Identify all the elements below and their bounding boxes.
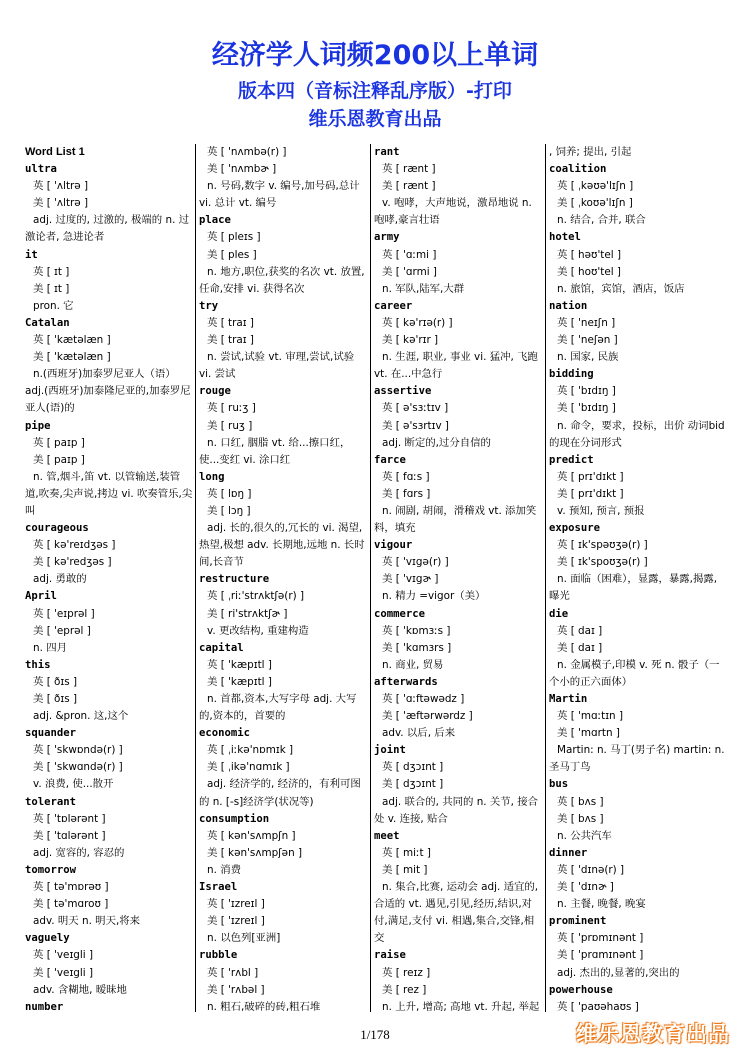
pronunciation: 美 [ bʌs ] xyxy=(557,812,604,825)
definition: n. 上升, 增高; 高地 vt. 升起, 举起 xyxy=(382,1000,540,1013)
column-divider xyxy=(545,144,546,1012)
pronunciation: 英 [ 'eɪprəl ] xyxy=(33,607,95,620)
pronunciation: 英 [ 'nʌmbə(r) ] xyxy=(207,146,287,158)
pronunciation: 美 [ prɪ'dɪkt ] xyxy=(557,487,624,500)
definition: n. 面临（困难），显露，暴露,揭露,曝光 xyxy=(549,573,718,603)
headword: afterwards xyxy=(374,675,438,688)
pronunciation: 英 [ 'veɪgli ] xyxy=(33,949,94,962)
definition: n. 命令，要求，投标，出价 动词bid的现在分词形式 xyxy=(549,419,725,449)
pronunciation: 英 [ 'skwɒndə(r) ] xyxy=(33,744,123,757)
headword: long xyxy=(199,470,225,483)
headword: economic xyxy=(199,727,251,740)
headword: meet xyxy=(374,829,400,842)
pronunciation: 美 [ ˌkoʊə'lɪʃn ] xyxy=(557,197,633,210)
definition: pron. 它 xyxy=(33,299,74,312)
pronunciation: 英 [ miːt ] xyxy=(382,846,431,859)
column-divider xyxy=(195,144,196,1012)
definition: v. 更改结构, 重建构造 xyxy=(207,624,309,637)
definition: n. 消费 xyxy=(207,863,241,876)
headword: dinner xyxy=(549,846,588,859)
pronunciation: 英 [ traɪ ] xyxy=(207,316,254,329)
pronunciation: 英 [ 'kætəlæn ] xyxy=(33,334,111,347)
pronunciation: 美 [ ruʒ ] xyxy=(207,419,253,432)
document-title: 经济学人词频200以上单词 xyxy=(211,40,539,71)
definition: n. 集合,比赛, 运动会 adj. 适宜的,合适的 vt. 遇见,引见,经历,结识,对付,满足,支付 vi. 相遇,集合,交锋,相交 xyxy=(374,881,539,945)
pronunciation: 美 [ 'nʌmbɚ ] xyxy=(207,163,277,176)
definition: v. 预知, 预言, 预报 xyxy=(557,504,645,517)
publisher-line: 维乐恩教育出品 xyxy=(308,108,442,130)
word-column-2 xyxy=(199,144,367,1014)
pronunciation: 美 [ rænt ] xyxy=(382,180,436,193)
pronunciation: 英 [ kə'rɪə(r) ] xyxy=(382,316,453,329)
word-column-3 xyxy=(374,144,544,1014)
pronunciation: 美 [ ə'sɜrtɪv ] xyxy=(382,419,449,432)
pronunciation: 美 [ daɪ ] xyxy=(557,641,603,654)
headword: powerhouse xyxy=(549,983,613,996)
definition: adj. 杰出的,显著的,突出的 xyxy=(557,966,680,979)
definition: adj. 长的,很久的,冗长的 vi. 渴望,热望,极想 adv. 长期地,远地 n. 长时间,长音节 xyxy=(199,522,365,569)
pronunciation: 美 [ kə'redʒəs ] xyxy=(33,556,112,569)
pronunciation: 英 [ 'kɒmɜːs ] xyxy=(382,624,451,637)
definition: n. 旅馆，宾馆，酒店，饭店 xyxy=(557,282,685,295)
pronunciation: 英 [ ɪk'spəʊʒə(r) ] xyxy=(557,539,648,552)
pronunciation: 美 [ ðɪs ] xyxy=(33,693,78,705)
pronunciation: 英 [ 'rʌbl ] xyxy=(207,966,259,979)
headword: exposure xyxy=(549,522,601,535)
headword: army xyxy=(374,231,400,244)
headword: nation xyxy=(549,299,588,312)
pronunciation: 美 [ ri'strʌktʃɚ ] xyxy=(207,607,288,620)
headword: squander xyxy=(25,727,77,740)
definition: adv. 明天 n. 明天,将来 xyxy=(33,915,141,928)
definition: n. 公共汽车 xyxy=(557,829,612,842)
pronunciation: 美 [ kə'rɪr ] xyxy=(382,334,439,347)
headword: hotel xyxy=(549,231,581,244)
headword: career xyxy=(374,299,413,312)
definition: n. 地方,职位,获奖的名次 vt. 放置,任命,安排 vi. 获得名次 xyxy=(199,265,365,295)
definition: n. 四月 xyxy=(33,641,67,654)
definition: adv. 含糊地, 暧昧地 xyxy=(33,983,127,996)
pronunciation: 英 [ tə'mɒrəʊ ] xyxy=(33,881,109,894)
pronunciation: 美 [ 'neʃən ] xyxy=(557,334,618,347)
pronunciation: 美 [ tə'mɑroʊ ] xyxy=(33,898,109,911)
pronunciation: 美 [ 'prɑmɪnənt ] xyxy=(557,949,644,962)
pronunciation: 英 [ 'dɪnə(r) ] xyxy=(557,863,625,876)
headword: April xyxy=(25,590,57,603)
headword: try xyxy=(199,299,219,312)
pronunciation: 英 [ pleɪs ] xyxy=(207,231,261,244)
definition: Martin: n. 马丁(男子名) martin: n. 圣马丁鸟 xyxy=(549,744,725,774)
pronunciation: 英 [ dʒɔɪnt ] xyxy=(382,761,444,774)
definition: n. 军队,陆军,大群 xyxy=(382,282,465,295)
word-list-heading: Word List 1 xyxy=(25,146,85,158)
pronunciation: 美 [ lɔŋ ] xyxy=(207,504,251,517)
definition: v. 浪费, 使...散开 xyxy=(33,778,114,791)
headword: bus xyxy=(549,778,569,791)
definition: n. 以色列[亚洲] xyxy=(207,932,281,945)
headword: prominent xyxy=(549,915,607,928)
pronunciation: 美 [ 'dɪnɚ ] xyxy=(557,881,614,894)
headword: commerce xyxy=(374,607,426,620)
definition: n. 口红, 胭脂 vt. 给...擦口红，使...变红 vi. 涂口红 xyxy=(199,436,351,466)
pronunciation: 英 [ ə'sɜːtɪv ] xyxy=(382,402,449,415)
headword: tomorrow xyxy=(25,863,77,876)
headword: assertive xyxy=(374,385,432,398)
pronunciation: 美 [ 'æftərwərdz ] xyxy=(382,710,473,723)
definition: n. 国家, 民族 xyxy=(557,351,619,364)
headword: vigour xyxy=(374,539,413,552)
pronunciation: 英 [ 'neɪʃn ] xyxy=(557,316,616,329)
pronunciation: 英 [ 'ɑːmi ] xyxy=(382,248,437,261)
pronunciation: 美 [ 'bɪdɪŋ ] xyxy=(557,402,616,415)
publisher-watermark: 维乐恩教育出品 xyxy=(576,1022,730,1046)
definition: n. 主餐, 晚餐, 晚宴 xyxy=(557,898,646,911)
headword: restructure xyxy=(199,573,270,586)
headword: consumption xyxy=(199,812,270,825)
pronunciation: 英 [ kən'sʌmpʃn ] xyxy=(207,829,296,842)
definition: n. 尝试,试验 vt. 审理,尝试,试验 vi. 尝试 xyxy=(199,351,355,381)
pronunciation: 英 [ 'vɪgə(r) ] xyxy=(382,556,449,569)
pronunciation: 英 [ 'ʌltrə ] xyxy=(33,180,89,193)
pronunciation: 美 [ 'ɪzreɪl ] xyxy=(207,915,265,928)
headword: Israel xyxy=(199,881,238,894)
definition: n. 精力 =vigor（美） xyxy=(382,590,486,603)
definition: adj. 断定的,过分自信的 xyxy=(382,436,491,449)
pronunciation: 美 [ fɑrs ] xyxy=(382,487,431,500)
headword: die xyxy=(549,607,569,620)
pronunciation: 英 [ 'paʊəhaʊs ] xyxy=(557,1000,639,1013)
pronunciation: 美 [ kən'sʌmpʃən ] xyxy=(207,846,303,859)
pronunciation: 英 [ kə'reɪdʒəs ] xyxy=(33,539,116,552)
definition: adj. 过度的, 过激的, 极端的 n. 过激论者, 急进论者 xyxy=(25,214,190,244)
pronunciation: 英 [ rænt ] xyxy=(382,163,436,176)
headword: place xyxy=(199,214,231,227)
definition: adj. 联合的, 共同的 n. 关节, 接合处 v. 连接, 贴合 xyxy=(374,795,539,825)
pronunciation: 美 [ 'skwɑndə(r) ] xyxy=(33,761,123,774)
pronunciation: 英 [ həʊ'tel ] xyxy=(557,248,622,261)
headword: ultra xyxy=(25,163,57,176)
pronunciation: 美 [ ɪk'spoʊʒə(r) ] xyxy=(557,556,648,569)
pronunciation: 美 [ 'eprəl ] xyxy=(33,624,91,637)
headword: joint xyxy=(374,744,406,757)
definition: adj. &pron. 这,这个 xyxy=(33,710,129,723)
pronunciation: 英 [ ɪt ] xyxy=(33,265,70,278)
headword: coalition xyxy=(549,163,607,176)
pronunciation: 美 [ hoʊ'tel ] xyxy=(557,265,621,278)
pronunciation: 美 [ 'ʌltrə ] xyxy=(33,197,89,210)
page-number: 1/178 xyxy=(360,1027,390,1042)
headword: pipe xyxy=(25,419,51,432)
definition: n. 号码,数字 v. 编号,加号码,总计 vi. 总计 vt. 编号 xyxy=(199,180,360,210)
pronunciation: 美 [ 'rʌbəl ] xyxy=(207,983,265,996)
headword: number xyxy=(25,1000,64,1013)
pronunciation: 美 [ 'vɪgɚ ] xyxy=(382,573,439,586)
headword: farce xyxy=(374,453,406,466)
pronunciation: 美 [ 'mɑrtn ] xyxy=(557,727,620,740)
pronunciation: 美 [ 'kætəlæn ] xyxy=(33,351,111,364)
pronunciation: 美 [ paɪp ] xyxy=(33,453,85,466)
column-divider xyxy=(370,144,371,1012)
headword: rubble xyxy=(199,949,238,962)
definition: n. 首都,资本,大写字母 adj. 大写的,资本的，首要的 xyxy=(199,693,357,723)
definition: n. 金属模子,印模 v. 死 n. 骰子（一个小的正六面体） xyxy=(549,658,720,688)
headword: raise xyxy=(374,949,406,962)
definition: n.(西班牙)加泰罗尼亚人（语）adj.(西班牙)加泰隆尼亚的,加泰罗尼亚人(语)的 xyxy=(25,368,191,415)
pronunciation: 英 [ bʌs ] xyxy=(557,795,604,808)
headword: capital xyxy=(199,641,244,654)
word-column-1 xyxy=(25,144,193,1014)
pronunciation: 美 [ mit ] xyxy=(382,863,428,876)
pronunciation: 美 [ 'tɑlərənt ] xyxy=(33,829,106,842)
pronunciation: 英 [ ruːʒ ] xyxy=(207,402,256,415)
headword: Martin xyxy=(549,693,588,705)
headword: Catalan xyxy=(25,316,70,329)
definition: adj. 经济学的, 经济的，有利可图的 n. [-s]经济学(状况等) xyxy=(199,778,361,808)
pronunciation: 美 [ traɪ ] xyxy=(207,334,254,347)
pronunciation: 英 [ ðɪs ] xyxy=(33,675,78,688)
pronunciation: 英 [ 'ɑːftəwədz ] xyxy=(382,693,465,705)
pronunciation: 英 [ ˌriː'strʌktʃə(r) ] xyxy=(207,590,305,603)
headword: courageous xyxy=(25,522,89,535)
document-subtitle: 版本四（音标注释乱序版）-打印 xyxy=(238,80,512,102)
headword: vaguely xyxy=(25,932,70,945)
pronunciation: 美 [ ˌikə'nɑmɪk ] xyxy=(207,761,290,774)
pronunciation: 英 [ 'mɑːtɪn ] xyxy=(557,710,624,723)
headword: rouge xyxy=(199,385,231,398)
headword: rant xyxy=(374,146,400,158)
pronunciation: 英 [ ˌkəʊə'lɪʃn ] xyxy=(557,180,634,193)
pronunciation: 美 [ ɪt ] xyxy=(33,282,70,295)
pronunciation: 英 [ ˌiːkə'nɒmɪk ] xyxy=(207,744,294,757)
definition: adv. 以后, 后来 xyxy=(382,727,456,740)
definition: adj. 勇敢的 xyxy=(33,573,87,586)
pronunciation: 英 [ 'prɒmɪnənt ] xyxy=(557,932,644,945)
word-column-4 xyxy=(549,144,725,1014)
pronunciation: 英 [ 'kæpɪtl ] xyxy=(207,658,272,671)
definition: n. 闹剧, 胡闹，滑稽戏 vt. 添加笑料，填充 xyxy=(374,504,537,535)
pronunciation: 英 [ 'ɪzreɪl ] xyxy=(207,898,265,911)
pronunciation: 英 [ 'bɪdɪŋ ] xyxy=(557,385,616,398)
pronunciation: 美 [ rez ] xyxy=(382,983,427,996)
pronunciation: 英 [ 'tɒlərənt ] xyxy=(33,812,106,825)
pronunciation: 美 [ 'veɪgli ] xyxy=(33,966,94,979)
definition: adj. 宽容的, 容忍的 xyxy=(33,846,125,859)
pronunciation: 英 [ fɑːs ] xyxy=(382,470,430,483)
definition: n. 管,烟斗,笛 vt. 以管输送,装管道,吹奏,尖声说,拷边 vi. 吹奏管乐,尖叫 xyxy=(25,470,193,517)
pronunciation: 英 [ reɪz ] xyxy=(382,966,431,979)
pronunciation: 美 [ 'kæpɪtl ] xyxy=(207,675,272,688)
pronunciation: 美 [ ples ] xyxy=(207,248,257,261)
definition: v. 咆哮，大声地说，激昂地说 n. 咆哮,豪言壮语 xyxy=(374,197,532,227)
definition: n. 粗石,破碎的砖,粗石堆 xyxy=(207,1000,321,1013)
pronunciation: 美 [ 'kɑmɜrs ] xyxy=(382,641,452,654)
headword: it xyxy=(25,248,38,261)
pronunciation: 英 [ prɪ'dɪkt ] xyxy=(557,470,624,483)
definition: n. 商业, 贸易 xyxy=(382,658,444,671)
definition: n. 生涯, 职业, 事业 vi. 猛冲, 飞跑 vt. 在...中急行 xyxy=(374,351,538,381)
headword: predict xyxy=(549,453,594,466)
definition-continued: , 饲养; 提出, 引起 xyxy=(549,146,632,158)
pronunciation: 英 [ daɪ ] xyxy=(557,624,603,637)
headword: bidding xyxy=(549,368,594,381)
definition: n. 结合, 合并, 联合 xyxy=(557,214,646,227)
headword: tolerant xyxy=(25,795,77,808)
pronunciation: 英 [ paɪp ] xyxy=(33,436,85,449)
pronunciation: 美 [ dʒɔɪnt ] xyxy=(382,778,444,791)
pronunciation: 美 [ 'ɑrmi ] xyxy=(382,265,437,278)
pronunciation: 英 [ lɒŋ ] xyxy=(207,487,252,500)
headword: this xyxy=(25,658,51,671)
